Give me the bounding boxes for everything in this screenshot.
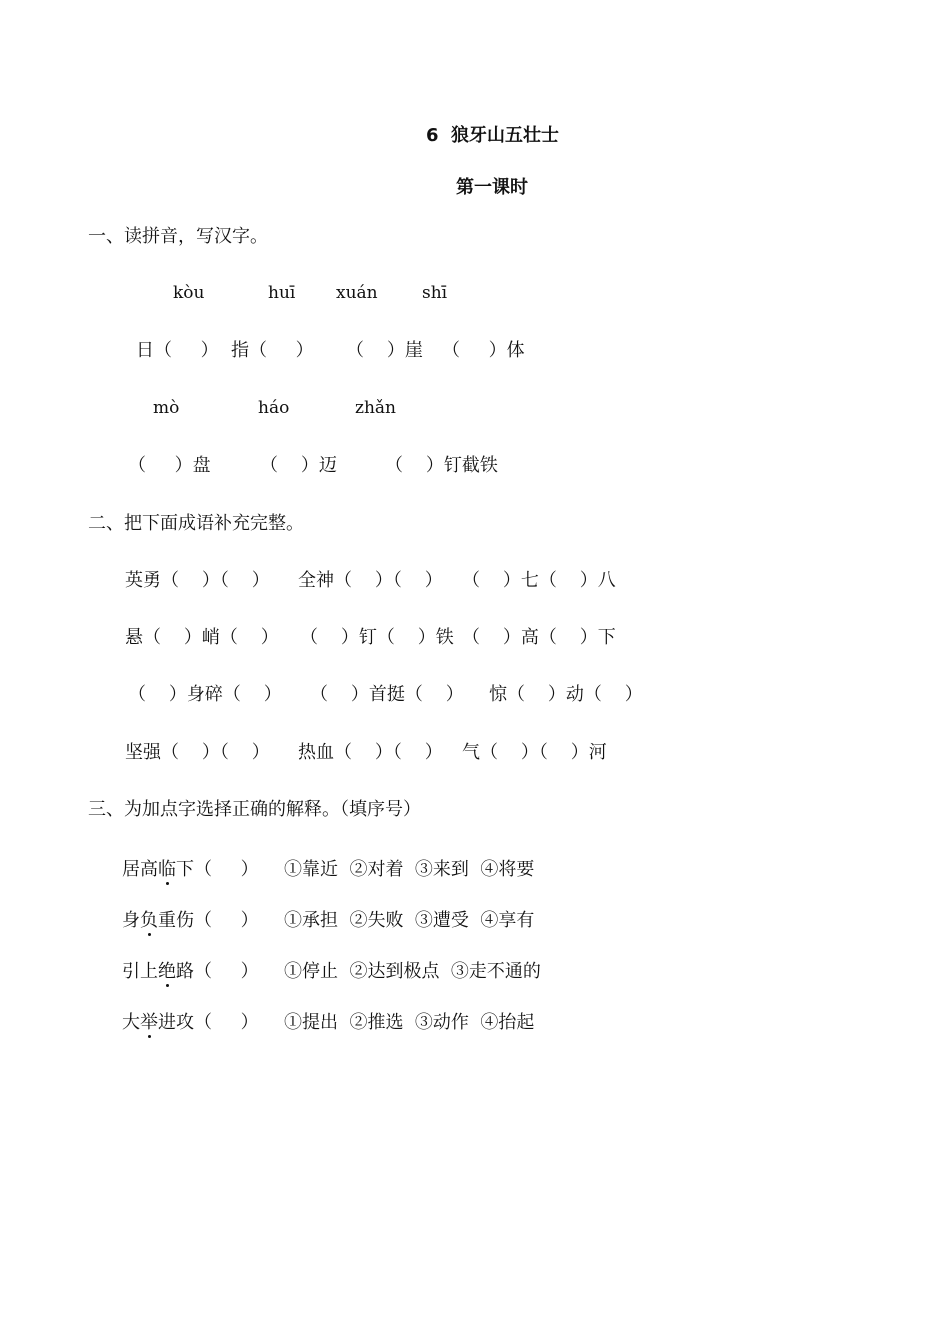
word-part: 路（ ） [176,961,259,982]
dotted-char: 绝 [158,961,176,982]
char-blank: 指（ ） [231,340,314,361]
idiom-blank: 全神（ ）（ ） [298,570,443,591]
idiom-blank: （ ）身碎（ ） [128,684,282,705]
section3-heading: 三、为加点字选择正确的解释。（填序号） [88,799,421,820]
section2-heading: 二、把下面成语补充完整。 [88,513,304,534]
word-part: 下（ ） [176,859,259,880]
idiom-blank: 惊（ ）动（ ） [489,684,643,705]
idiom-blank: 气（ ）（ ）河 [462,742,607,763]
word-part: 进攻（ ） [158,1012,259,1033]
pinyin: háo [258,398,290,418]
dotted-char: 负 [140,910,158,931]
idiom-blank: （ ）首挺（ ） [310,684,464,705]
options-list: ①承担 ②失败 ③遭受 ④享有 [284,910,535,931]
pinyin: mò [153,398,180,418]
word-part: 引上 [122,961,158,982]
pinyin: xuán [336,283,378,303]
word-part: 大 [122,1012,140,1033]
options-list: ①提出 ②推选 ③动作 ④抬起 [284,1012,535,1033]
word-item [122,963,259,981]
idiom-blank: 悬（ ）峭（ ） [125,627,279,648]
word-item [122,1014,259,1032]
section1-heading: 一、读拼音，写汉字。 [88,226,268,247]
char-blank: （ ）崖 [346,340,423,361]
char-blank: 日（ ） [136,340,219,361]
lesson-title: 6 狼牙山五壮士 [426,125,560,146]
pinyin: shī [422,283,448,303]
dotted-char: 临 [158,859,176,880]
word-part: 重伤（ ） [158,910,259,931]
idiom-blank: （ ）高（ ）下 [462,627,616,648]
word-part: 身 [122,910,140,931]
dotted-char: 举 [140,1012,158,1033]
char-blank: （ ）盘 [128,455,211,476]
idiom-blank: 坚强（ ）（ ） [125,742,270,763]
idiom-blank: 英勇（ ）（ ） [125,570,270,591]
pinyin: kòu [173,283,205,303]
options-list: ①停止 ②达到极点 ③走不通的 [284,961,541,982]
char-blank: （ ）体 [442,340,525,361]
idiom-blank: （ ）七（ ）八 [462,570,616,591]
word-item [122,861,259,879]
lesson-subtitle: 第一课时 [456,177,528,198]
idiom-blank: 热血（ ）（ ） [298,742,443,763]
char-blank: （ ）迈 [260,455,337,476]
options-list: ①靠近 ②对着 ③来到 ④将要 [284,859,535,880]
pinyin: zhǎn [355,398,396,418]
idiom-blank: （ ）钉（ ）铁 [300,627,454,648]
word-item [122,912,259,930]
pinyin: huī [268,283,296,303]
char-blank: （ ）钉截铁 [385,455,498,476]
word-part: 居高 [122,859,158,880]
